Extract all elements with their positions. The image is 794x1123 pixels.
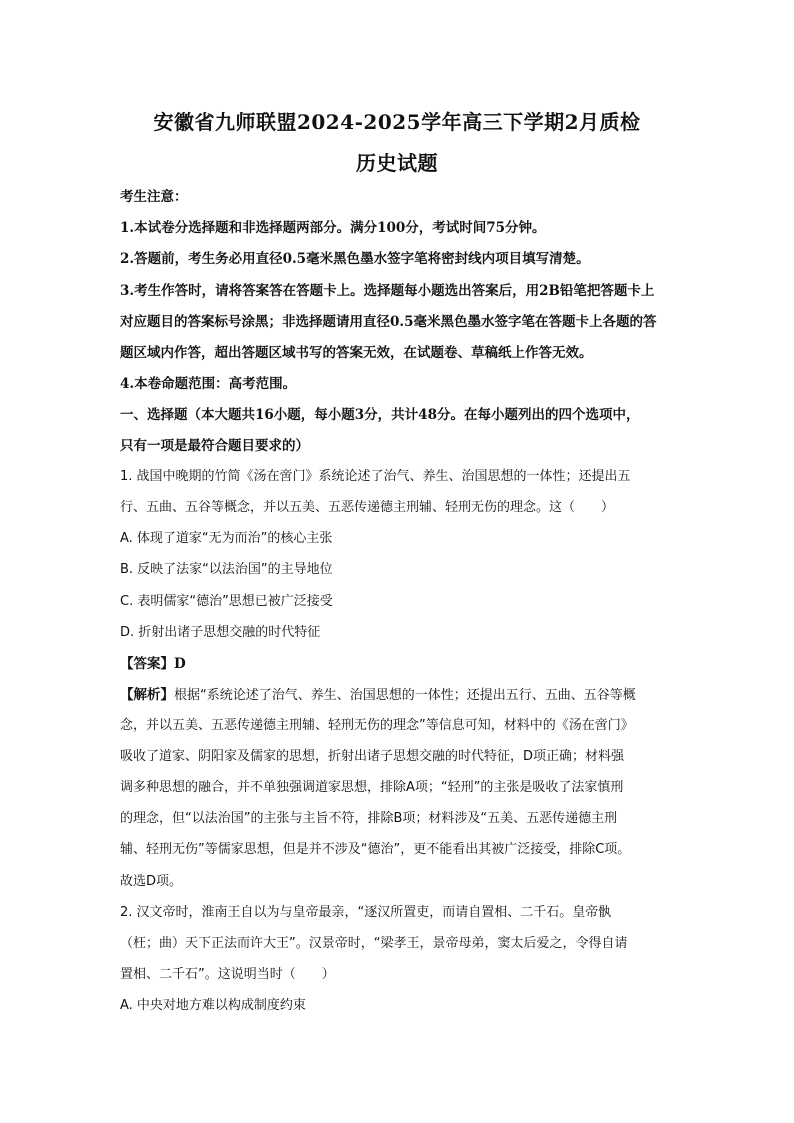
question-1-stem: 1. 战国中晚期的竹简《汤在啻门》系统论述了治气、养生、治国思想的一体性；还提出五 [120,469,631,484]
notice-item: 对应题目的答案标号涂黑；非选择题请用直径0.5毫米黑色墨水签字笔在答题卡上各题的答 [120,314,657,330]
page-title: 安徽省九师联盟2024-2025学年高三下学期2月质检 [153,110,641,134]
notice-item: 题区域内作答，超出答题区域书写的答案无效，在试题卷、草稿纸上作答无效。 [120,345,593,361]
analysis-text: 根据“系统论述了治气、养生、治国思想的一体性；还提出五行、五曲、五谷等概 [174,688,636,703]
analysis-label: 【解析】 [120,687,174,703]
page-subtitle: 历史试题 [356,151,438,175]
notice-item: 2.答题前，考生务必用直径0.5毫米黑色墨水签字笔将密封线内项目填写清楚。 [120,251,590,267]
answer-text: 【答案】D [120,656,186,672]
question-1-answer [120,655,186,673]
notice-item: 4.本卷命题范围：高考范围。 [120,376,297,392]
question-2-stem: （枉；曲）天下正法而许大王”。汉景帝时，“梁孝王，景帝母弟，窦太后爱之，令得自请 [120,936,628,951]
analysis-text: 故选D项。 [120,874,183,889]
notice-item: 3.考生作答时，请将答案答在答题卡上。选择题每小题选出答案后，用2B铅笔把答题卡上 [120,283,655,299]
question-2-stem: 2. 汉文帝时，淮南王自以为与皇帝最亲，“逐汉所置吏，而请自置相、二千石。皇帝骫 [120,905,612,920]
notice-heading: 考生注意： [120,189,188,205]
question-1-option-c: C. 表明儒家“德治”思想已被广泛接受 [120,594,333,609]
analysis-text: 念，并以五美、五恶传递德主刑辅、轻刑无伤的理念”等信息可知，材料中的《汤在啻门》 [120,718,634,733]
question-1-option-b: B. 反映了法家“以法治国”的主导地位 [120,562,333,577]
analysis-text: 辅、轻刑无伤”等儒家思想，但是并不涉及“德治”，更不能看出其被广泛接受，排除C项。 [120,842,631,857]
question-1-stem: 行、五曲、五谷等概念，并以五美、五恶传递德主刑辅、轻刑无伤的理念。这（ ） [120,500,615,515]
question-2-stem: 置相、二千石”。这说明当时（ ） [120,967,335,982]
analysis-text: 吸收了道家、阴阳家及儒家的思想，折射出诸子思想交融的时代特征，D项正确；材料强 [120,749,625,764]
analysis-text: 调多种思想的融合，并不单独强调道家思想，排除A项；“轻刑”的主张是吸收了法家慎刑 [120,780,624,795]
question-1-option-d: D. 折射出诸子思想交融的时代特征 [120,625,321,640]
question-2-option-a: A. 中央对地方难以构成制度约束 [120,998,306,1013]
section-heading: 一、选择题（本大题共16小题，每小题3分，共计48分。在每小题列出的四个选项中， [120,407,640,423]
notice-item: 1.本试卷分选择题和非选择题两部分。满分100分，考试时间75分钟。 [120,220,546,236]
analysis-text: 的理念，但“以法治国”的主张与主旨不符，排除B项；材料涉及“五美、五恶传递德主刑 [120,811,618,826]
question-1-analysis [120,686,636,705]
section-heading: 只有一项是最符合题目要求的） [120,438,309,454]
question-1-option-a: A. 体现了道家“无为而治”的核心主张 [120,531,333,546]
